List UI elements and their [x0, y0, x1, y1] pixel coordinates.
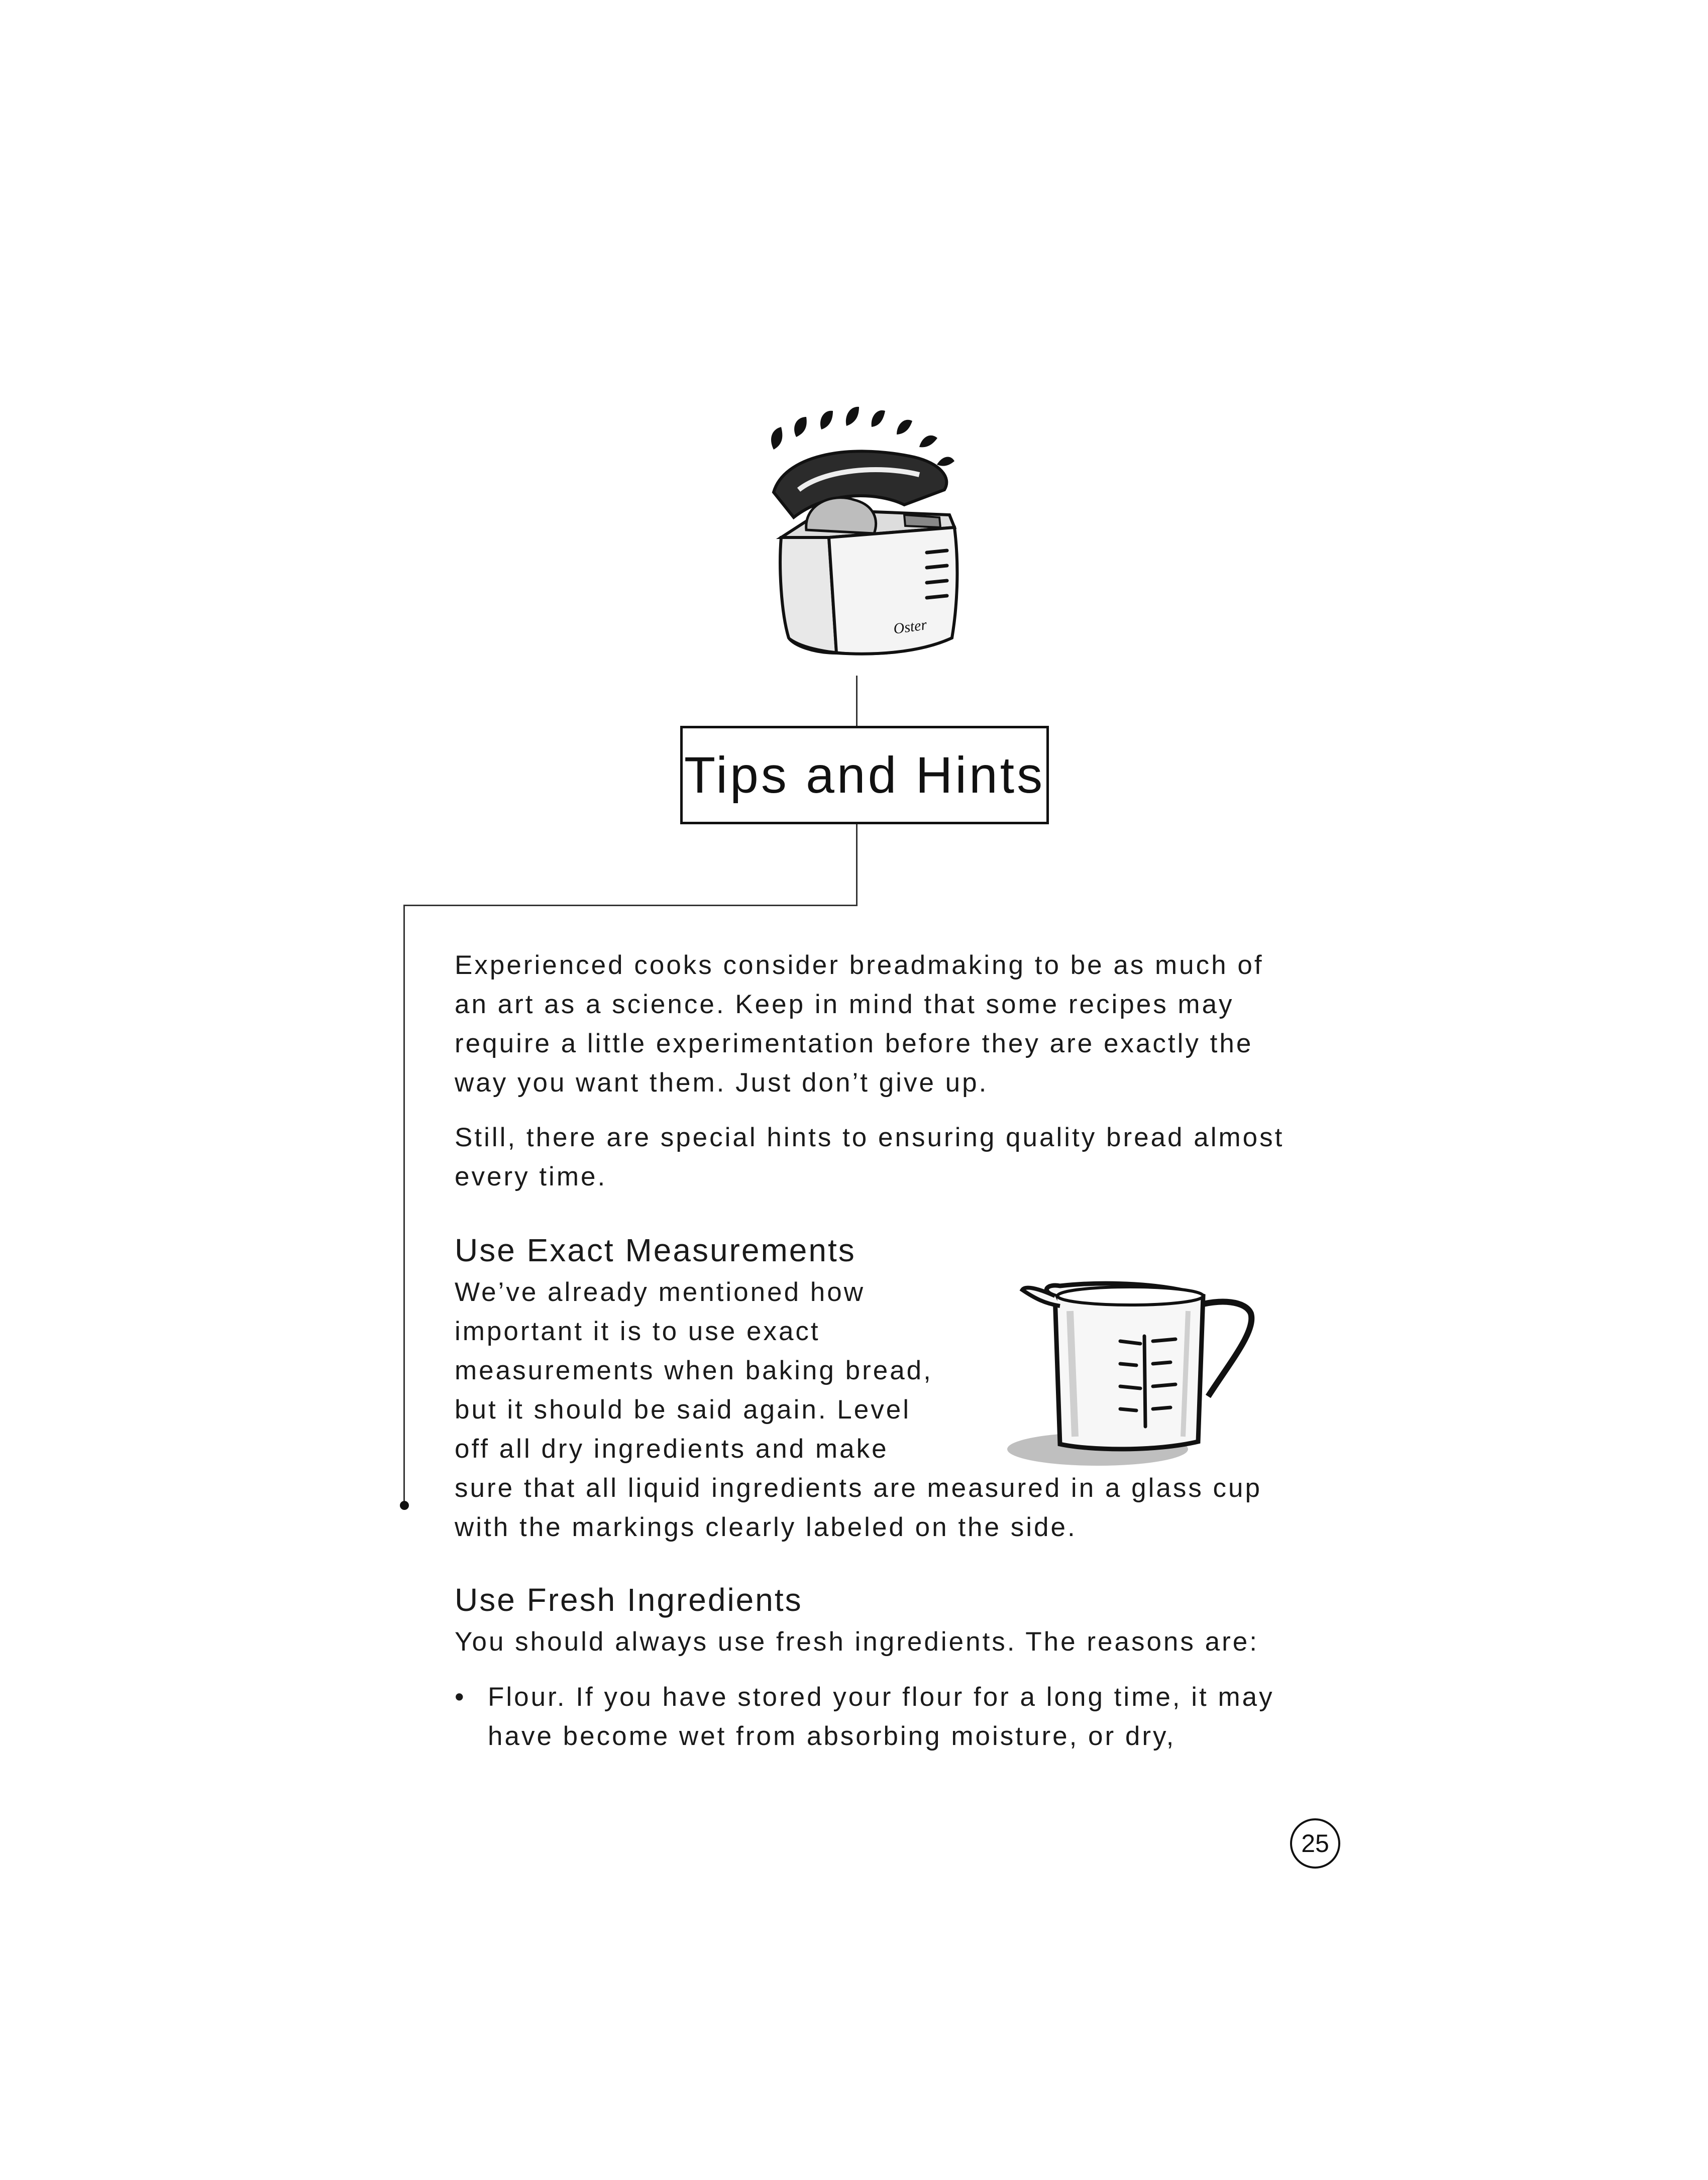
- section1-line: but it should be said again. Level: [455, 1395, 911, 1425]
- section1-line: important it is to use exact: [455, 1317, 820, 1346]
- connector-line-middle: [856, 824, 858, 906]
- bullet-mark: •: [455, 1682, 466, 1712]
- intro2-line: Still, there are special hints to ensuring quality bread almost: [455, 1123, 1285, 1152]
- section-heading-fresh-ingredients: Use Fresh Ingredients: [455, 1582, 803, 1618]
- intro-line: Experienced cooks consider breadmaking to be as much of: [455, 950, 1264, 980]
- connector-line-left: [403, 905, 405, 1504]
- oster-logo: Oster: [892, 616, 928, 637]
- page-title: Tips and Hints: [684, 746, 1045, 804]
- section-heading-exact-measurements: Use Exact Measurements: [455, 1232, 856, 1268]
- section1-line: We’ve already mentioned how: [455, 1277, 866, 1307]
- intro-line: require a little experimentation before they are exactly the: [455, 1029, 1253, 1058]
- intro-paragraph-2: [455, 1118, 1284, 1196]
- bread-machine-icon: [754, 402, 975, 683]
- intro2-line: every time.: [455, 1162, 607, 1191]
- connector-end-dot: [400, 1501, 409, 1510]
- bullet-line: have become wet from absorbing moisture, or dry,: [488, 1721, 1176, 1751]
- section1-line: off all dry ingredients and make: [455, 1434, 889, 1464]
- connector-line-top: [856, 676, 858, 726]
- list-item: [455, 1678, 1274, 1758]
- section1-line: with the markings clearly labeled on the side.: [455, 1512, 1077, 1542]
- page-number-text: 25: [1301, 1829, 1329, 1858]
- bullet-line: Flour. If you have stored your flour for a long time, it may: [488, 1682, 1274, 1712]
- section2-lead: [455, 1622, 1259, 1662]
- section1-line: sure that all liquid ingredients are measured in a glass cup: [455, 1473, 1262, 1503]
- section2-lead-text: You should always use fresh ingredients. The reasons are:: [455, 1627, 1259, 1657]
- intro-line: way you want them. Just don’t give up.: [455, 1068, 989, 1098]
- section1-line: measurements when baking bread,: [455, 1356, 933, 1385]
- connector-line-horizontal: [403, 905, 858, 906]
- title-box: [680, 726, 1049, 824]
- intro-paragraph: [455, 946, 1264, 1103]
- intro-line: an art as a science. Keep in mind that some recipes may: [455, 990, 1234, 1019]
- page-number: [1290, 1818, 1340, 1869]
- measuring-cup-icon: [1005, 1276, 1266, 1477]
